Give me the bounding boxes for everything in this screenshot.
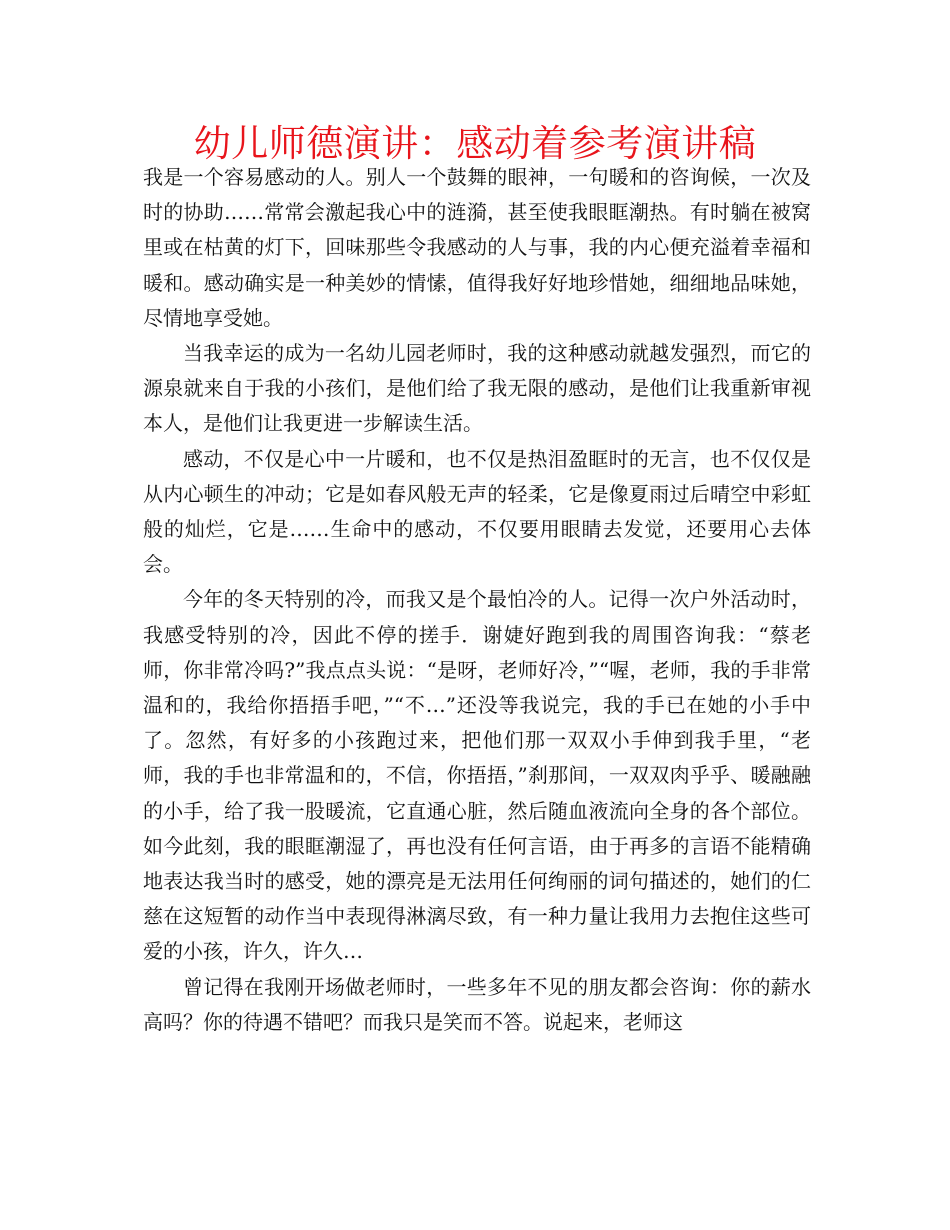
paragraph-4: 今年的冬天特别的冷，而我又是个最怕冷的人。记得一次户外活动时，我感受特别的冷，因此不停的搓手．谢婕好跑到我的周围咨询我：“蔡老师，你非常冷吗?”我点点头说：“是呀，老师好冷，”“喔，老师，我的手非常温和的，我给你捂捂手吧，”“不…”还没等我说完，我的手已在她的小手中了。忽然，有好多的小孩跑过来，把他们那一双双小手伸到我手里，“老师，我的手也非常温和的，不信，你捂捂，”刹那间，一双双肉乎乎、暖融融的小手，给了我一股暖流，它直通心脏，然后随血液流向全身的各个部位。如今此刻，我的眼眶潮湿了，再也没有任何言语，由于再多的言语不能精确地表达我当时的感受，她的漂亮是无法用任何绚丽的词句描述的，她们的仁慈在这短暂的动作当中表现得淋漓尽致，有一种力量让我用力去抱住这些可爱的小孩，许久，许久… [143, 587, 811, 964]
document-body [143, 160, 811, 1040]
paragraph-3: 感动，不仅是心中一片暖和，也不仅是热泪盈眶时的无言，也不仅仅是从内心顿生的冲动；它是如春风般无声的轻柔，它是像夏雨过后晴空中彩虹般的灿烂，它是……生命中的感动，不仅要用眼睛去发觉，还要用心去体会。 [143, 446, 811, 577]
document-title: 幼儿师德演讲：感动着参考演讲稿 [193, 122, 757, 165]
paragraph-1: 我是一个容易感动的人。别人一个鼓舞的眼神，一句暖和的咨询候，一次及时的协助……常常会激起我心中的涟漪，甚至使我眼眶潮热。有时躺在被窝里或在枯黄的灯下，回味那些令我感动的人与事，我的内心便充溢着幸福和暖和。感动确实是一种美妙的情愫，值得我好好地珍惜她，细细地品味她，尽情地享受她。 [143, 165, 811, 330]
paragraph-5: 曾记得在我刚开场做老师时，一些多年不见的朋友都会咨询：你的薪水高吗？你的待遇不错吧？而我只是笑而不答。说起来，老师这 [143, 974, 811, 1034]
paragraph-2: 当我幸运的成为一名幼儿园老师时，我的这种感动就越发强烈，而它的源泉就来自于我的小孩们，是他们给了我无限的感动，是他们让我重新审视本人，是他们让我更进一步解读生活。 [143, 341, 811, 436]
